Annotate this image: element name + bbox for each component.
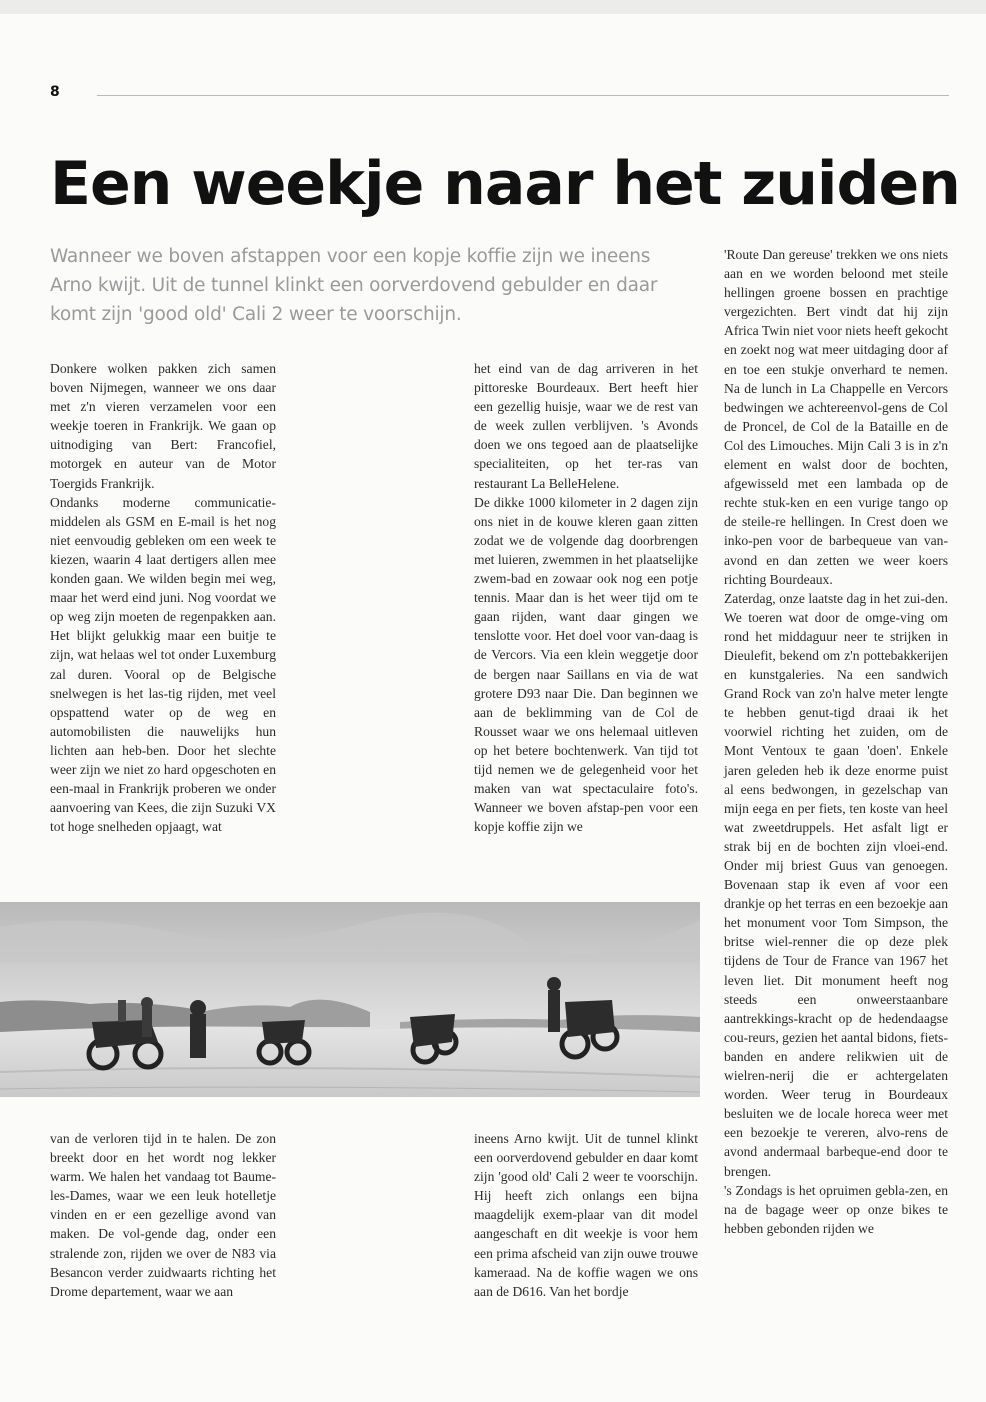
paragraph: het eind van de dag arriveren in het pittoreske Bourdeaux. Bert heeft hier een gezellig huisje, waar we de rest van de week zullen verblijven. 's Avonds doen we ons tegoed aan de plaatselijke specialiteiten, op het ter-ras van restaurant La BelleHelene. bbox=[474, 361, 698, 491]
paragraph: Zaterdag, onze laatste dag in het zui-den. We toeren wat door de omge-ving om rond het middaguur neer te strijken in Dieulefit, bekend om z'n pottebakkerijen en kunstgaleries. Na een sandwich Grand Rock van zo'n halve meter lengte te hebben genut-tigd draai ik het voorwiel richting het zuiden, om de Mont Ventoux te gaan 'doen'. Enkele jaren geleden heb ik deze enorme puist al eens bedwongen, in gezelschap van mijn eega en per fiets, ten koste van heel wat zweetdruppels. Het asfalt ligt er strak bij en de bochten zijn vloei-end. Onder mij briest Guus van genoegen. Bovenaan stap ik even af voor een drankje op het terras en een bezoekje aan het monument voor Tom Simpson, the britse wiel-renner die op deze plek tijdens de Tour de France van 1967 het leven liet. Dit monument heeft nog steeds een onweerstaanbare aantrekkings-kracht op de hedendaagse cou-reurs, gezien het aantal bidons, fiets-banden en andere relikwien uit de wielren-nerij die er achtergelaten worden. Weer terug in Bourdeaux besluiten we de locale horeca weer met een bezoekje te vereren, alvo-rens de avond andermaal barbeque-end door te brengen. bbox=[724, 590, 948, 1179]
paragraph: ineens Arno kwijt. Uit de tunnel klinkt een oorverdovend gebulder en daar komt zijn 'good old' Cali 2 weer te voorschijn. Hij heeft zich onlangs een bijna maagdelijk exem-plaar van dit model aangeschaft en dit weekje is voor hem een prima afscheid van zijn ouwe trouwe kameraad. Na de koffie wagen we ons aan de D616. Van het bordje bbox=[474, 1131, 698, 1299]
text-column-3 bbox=[724, 245, 948, 1238]
text-column-2 bbox=[474, 359, 698, 836]
paragraph: Ondanks moderne communicatie-middelen als GSM en E-mail is het nog niet eenvoudig gebleken om een week te kiezen, waarin 4 laat dertigers allen mee konden gaan. We wilden begin mei weg, maar het werd eind juni. Nog voordat we op weg zijn moeten de regenpakken aan. Het blijkt gelukkig maar een buitje te zijn, wat helaas wel tot onder Luxemburg zal duren. Vooral op de Belgische snelwegen is het las-tig rijden, met veel opspattend water op de weg en automobilisten die nauwelijks hun lichten aan heb-ben. Door het slechte weer zijn we niet zo hard opgeschoten en een-maal in Frankrijk proberen we onder aanvoering van Kees, die zijn Suzuki VX tot hoge snelheden opjaagt, wat bbox=[50, 494, 276, 835]
text-column-1 bbox=[50, 359, 276, 836]
paragraph: Donkere wolken pakken zich samen boven Nijmegen, wanneer we ons daar met z'n vieren verzamelen voor een weekje toeren in Frankrijk. We gaan op uitnodiging van Bert: Francofiel, motorgek en auteur van de Motor Toergids Frankrijk. bbox=[50, 361, 276, 491]
paragraph: De dikke 1000 kilometer in 2 dagen zijn ons niet in de kouwe kleren gaan zitten zodat we de volgende dag doorbrengen met luieren, zwemmen in het plaatselijke zwem-bad en zowaar ook nog een potje tennis. Maar dan is het weer tijd om te gaan rijden, want daar gingen we tenslotte voor. Het doel voor van-daag is de Vercors. Via een klein weggetje door de bergen naar Saillans en via de wat grotere D93 naar Die. Dan beginnen we aan de beklimming van de Col de Rousset waar we ons helemaal uitleven op het betere bochtenwerk. Van tijd tot tijd nemen we de gelegenheid voor het maken van wat spectaculaire foto's. Wanneer we boven afstap-pen voor een kopje koffie zijn we bbox=[474, 494, 698, 835]
paragraph: 'Route Dan gereuse' trekken we ons niets aan en we worden beloond met steile hellingen groene bossen en prachtige vergezichten. Bert vindt dat hij zijn Africa Twin niet voor niets heeft gekocht en zoekt nog wat meer uitdaging door af en toe een stukje onverhard te nemen. Na de lunch in La Chappelle en Vercors bedwingen we achtereenvol-gens de Col de Proncel, de Col de la Bataille en de Col des Limouches. Mijn Cali 3 is in z'n element en walst door de bochten, afgewisseld met een lambada op de rechte stuk-ken en een vurige tango op de steile-re hellingen. In Crest doen we inko-pen voor de barbequeue van van-avond en dan zetten we weer koers richting Bourdeaux. bbox=[724, 247, 948, 587]
article-intro: Wanneer we boven afstappen voor een kopje koffie zijn we ineens Arno kwijt. Uit de tunnel klinkt een oorverdovend gebulder en daar komt zijn 'good old' Cali 2 weer te voorschijn. bbox=[50, 246, 658, 325]
page-number: 8 bbox=[50, 84, 60, 100]
paragraph: 's Zondags is het opruimen gebla-zen, en na de bagage weer op onze bikes te hebben gebonden rijden we bbox=[724, 1182, 948, 1236]
page-top-strip bbox=[0, 0, 986, 14]
article-title: Een weekje naar het zuiden bbox=[50, 149, 960, 219]
motorcycles-photo bbox=[0, 902, 700, 1097]
paragraph: van de verloren tijd in te halen. De zon breekt door en het wordt nog lekker warm. We halen het vandaag tot Baume-les-Dames, waar we een leuk hotelletje vinden en er een gezellige avond van maken. De vol-gende dag, onder een stralende zon, rijden we over de N83 via Besancon verder zuidwaarts richting het Drome departement, waar we aan bbox=[50, 1131, 276, 1299]
text-column-1-continued bbox=[50, 1129, 276, 1301]
header-rule bbox=[97, 95, 949, 96]
text-column-2-continued bbox=[474, 1129, 698, 1301]
